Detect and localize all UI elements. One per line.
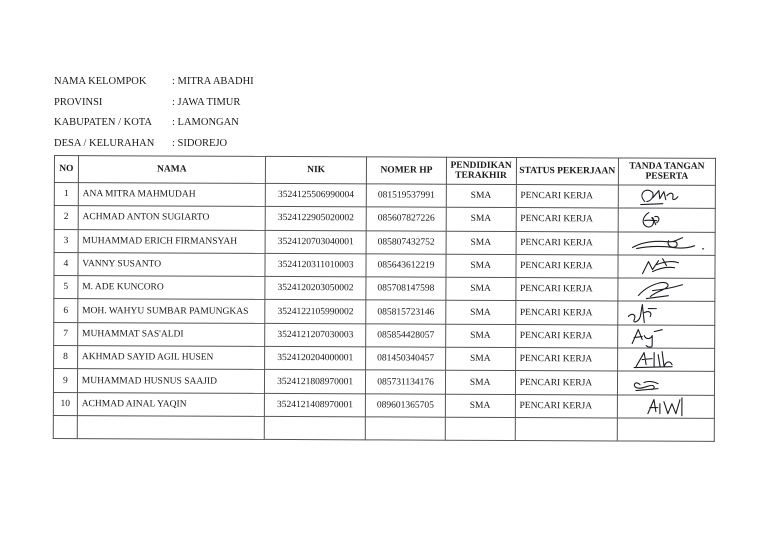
signature-4 bbox=[622, 256, 710, 278]
cell-nama: VANNY SUSANTO bbox=[78, 252, 265, 276]
cell-pendidikan: SMA bbox=[446, 184, 516, 208]
cell-nik: 3524121207030003 bbox=[265, 323, 366, 347]
cell-no: 6 bbox=[54, 299, 78, 322]
table-row-empty bbox=[53, 415, 714, 441]
cell-pendidikan: SMA bbox=[446, 254, 516, 278]
table-row bbox=[53, 369, 714, 395]
column-header-pendidikan: PENDIDIKAN TERAKHIR bbox=[446, 157, 516, 184]
cell-pendidikan: SMA bbox=[445, 347, 515, 371]
cell-nama: M. ADE KUNCORO bbox=[78, 276, 265, 300]
signature-cell bbox=[618, 185, 715, 209]
cell-empty bbox=[515, 417, 617, 441]
cell-hp: 085807432752 bbox=[366, 230, 446, 254]
signature-6 bbox=[622, 302, 710, 324]
group-info bbox=[54, 72, 254, 154]
cell-nik: 3524125506990004 bbox=[265, 183, 366, 207]
table-row bbox=[54, 252, 715, 278]
table-row bbox=[54, 206, 715, 232]
cell-no: 5 bbox=[54, 276, 78, 299]
info-row-desa bbox=[54, 134, 254, 155]
cell-status: PENCARI KERJA bbox=[515, 278, 617, 302]
cell-nik: 3524120204000001 bbox=[265, 346, 366, 370]
info-value: : LAMONGAN bbox=[172, 117, 239, 128]
signature-cell bbox=[618, 325, 715, 349]
signature-cell bbox=[617, 371, 714, 395]
cell-empty bbox=[53, 415, 77, 438]
participant-table bbox=[53, 155, 716, 442]
cell-status: PENCARI KERJA bbox=[515, 394, 617, 418]
table-row bbox=[53, 392, 714, 418]
column-header-hp: NOMER HP bbox=[367, 157, 447, 184]
signature-2 bbox=[623, 209, 711, 231]
cell-nik: 3524122105990002 bbox=[265, 300, 366, 324]
cell-empty bbox=[77, 416, 264, 440]
info-label: DESA / KELURAHAN bbox=[54, 137, 155, 149]
signature-7 bbox=[622, 325, 710, 347]
cell-hp: 085708147598 bbox=[366, 277, 446, 301]
column-header-status: STATUS PEKERJAAN bbox=[516, 158, 618, 185]
cell-pendidikan: SMA bbox=[445, 394, 515, 418]
cell-status: PENCARI KERJA bbox=[516, 208, 618, 232]
column-header-nik: NIK bbox=[265, 156, 366, 183]
signature-cell bbox=[618, 232, 715, 256]
info-value: : JAWA TIMUR bbox=[172, 96, 241, 108]
signature-8 bbox=[622, 349, 710, 371]
cell-hp: 085643612219 bbox=[366, 254, 446, 278]
cell-status: PENCARI KERJA bbox=[515, 348, 617, 372]
cell-no: 9 bbox=[53, 369, 77, 392]
cell-hp: 085607827226 bbox=[366, 207, 446, 231]
cell-status: PENCARI KERJA bbox=[515, 371, 617, 395]
column-header-tanda-tangan: TANDA TANGAN PESERTA bbox=[618, 158, 715, 185]
cell-hp: 085854428057 bbox=[366, 324, 446, 348]
cell-nik: 3524120311010003 bbox=[265, 253, 366, 277]
signature-1 bbox=[623, 186, 711, 208]
cell-hp: 081519537991 bbox=[367, 184, 447, 208]
info-value: : MITRA ABADHI bbox=[172, 76, 254, 87]
cell-hp: 085731134176 bbox=[366, 370, 446, 394]
info-row-kabupaten bbox=[54, 113, 254, 134]
cell-no: 1 bbox=[54, 183, 78, 206]
cell-nik: 3524120203050002 bbox=[265, 277, 366, 301]
cell-empty bbox=[264, 416, 365, 440]
cell-no: 4 bbox=[54, 252, 78, 275]
cell-empty bbox=[617, 418, 714, 442]
cell-nama: MOH. WAHYU SUMBAR PAMUNGKAS bbox=[78, 299, 265, 323]
signature-cell bbox=[617, 395, 714, 419]
info-label: KABUPATEN / KOTA bbox=[54, 117, 152, 128]
table-row bbox=[54, 276, 715, 302]
info-row-provinsi bbox=[54, 93, 254, 114]
cell-nama: MUHAMMAT SAS'ALDI bbox=[77, 322, 264, 346]
info-value: : SIDOREJO bbox=[172, 137, 228, 149]
signature-3 bbox=[623, 232, 711, 254]
cell-hp: 089601365705 bbox=[366, 394, 446, 418]
table-row bbox=[54, 299, 715, 325]
info-label: PROVINSI bbox=[54, 96, 103, 108]
signature-cell bbox=[618, 278, 715, 302]
cell-nama: ANA MITRA MAHMUDAH bbox=[78, 183, 265, 207]
signature-cell bbox=[618, 301, 715, 325]
cell-status: PENCARI KERJA bbox=[516, 254, 618, 278]
signature-10 bbox=[622, 395, 710, 417]
column-header-no: NO bbox=[54, 156, 78, 183]
signature-cell bbox=[618, 348, 715, 372]
table-row bbox=[54, 346, 715, 372]
cell-pendidikan: SMA bbox=[446, 301, 516, 325]
cell-nik: 3524121408970001 bbox=[264, 393, 365, 417]
cell-no: 10 bbox=[53, 392, 77, 415]
info-label: NAMA KELOMPOK bbox=[54, 76, 147, 87]
table-row bbox=[54, 183, 715, 209]
info-row-nama-kelompok bbox=[54, 72, 254, 93]
cell-nama: ACHMAD ANTON SUGIARTO bbox=[78, 206, 265, 230]
cell-nik: 3524121808970001 bbox=[264, 370, 365, 394]
table-header-row bbox=[54, 156, 715, 186]
cell-nama: ACHMAD AINAL YAQIN bbox=[77, 392, 264, 416]
signature-cell bbox=[618, 208, 715, 232]
cell-status: PENCARI KERJA bbox=[516, 185, 618, 209]
cell-empty bbox=[366, 417, 446, 441]
cell-nama: AKHMAD SAYID AGIL HUSEN bbox=[77, 346, 264, 370]
cell-hp: 081450340457 bbox=[366, 347, 446, 371]
cell-nama: MUHAMMAD HUSNUS SAAJID bbox=[77, 369, 264, 393]
cell-pendidikan: SMA bbox=[446, 208, 516, 232]
cell-no: 3 bbox=[54, 229, 78, 252]
cell-no: 2 bbox=[54, 206, 78, 229]
cell-pendidikan: SMA bbox=[445, 324, 515, 348]
cell-pendidikan: SMA bbox=[446, 277, 516, 301]
table-row bbox=[54, 229, 715, 255]
cell-nik: 3524122905020002 bbox=[265, 207, 366, 231]
column-header-nama: NAMA bbox=[78, 156, 265, 184]
cell-status: PENCARI KERJA bbox=[515, 324, 617, 348]
cell-empty bbox=[445, 417, 515, 441]
table-row bbox=[54, 322, 715, 348]
signature-cell bbox=[618, 255, 715, 279]
cell-status: PENCARI KERJA bbox=[515, 301, 617, 325]
cell-nama: MUHAMMAD ERICH FIRMANSYAH bbox=[78, 229, 265, 253]
cell-no: 7 bbox=[54, 322, 78, 345]
cell-no: 8 bbox=[54, 346, 78, 369]
cell-hp: 085815723146 bbox=[366, 300, 446, 324]
signature-5 bbox=[622, 279, 710, 301]
cell-pendidikan: SMA bbox=[446, 231, 516, 255]
cell-pendidikan: SMA bbox=[445, 371, 515, 395]
cell-status: PENCARI KERJA bbox=[516, 231, 618, 255]
cell-nik: 3524120703040001 bbox=[265, 230, 366, 254]
signature-9 bbox=[622, 372, 710, 394]
